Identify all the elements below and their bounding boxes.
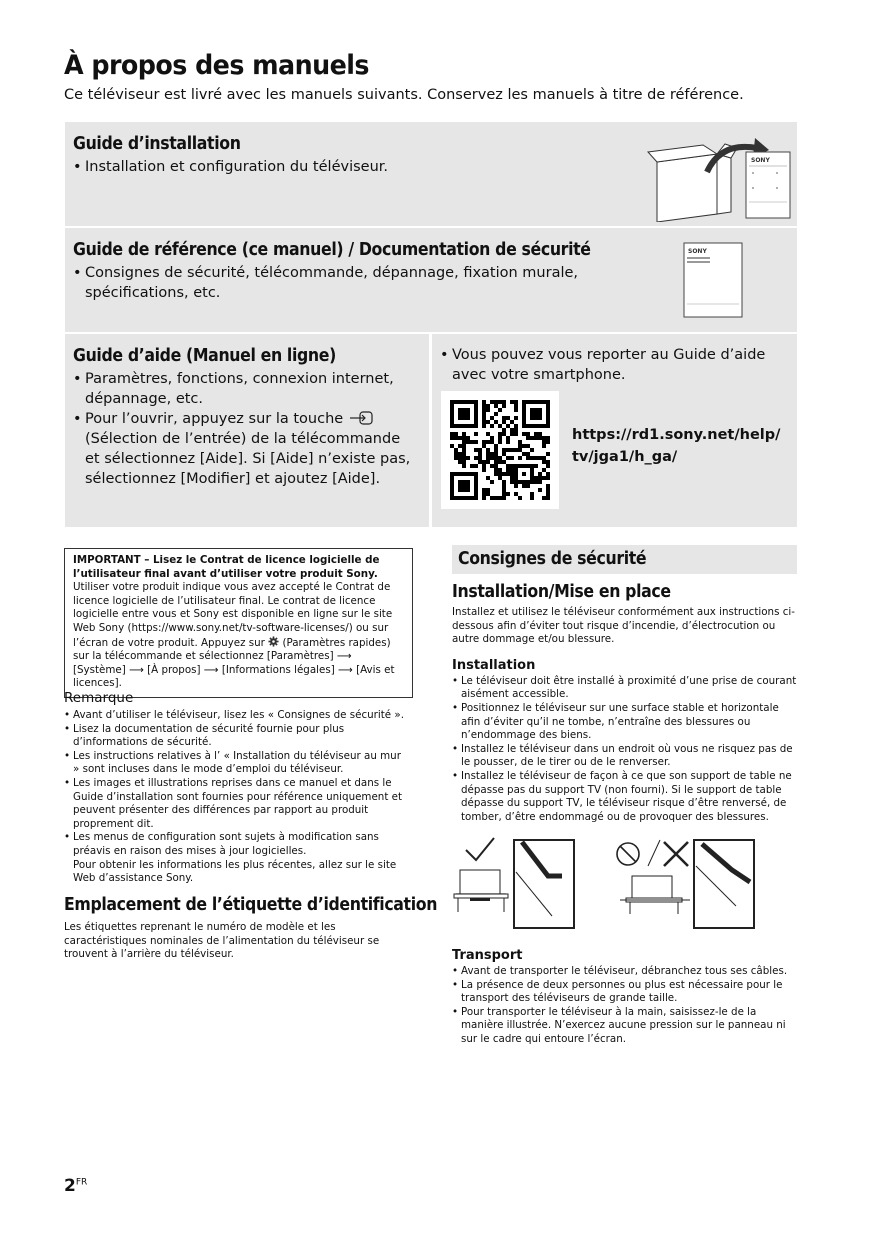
reference-guide-title: Guide de référence (ce manuel) / Documentation de sécurité [73,240,591,260]
transport-item: • La présence de deux personnes ou plus est nécessaire pour le transport des téléviseurs de grande taille. [452,979,797,1006]
safety-install-section [452,582,797,824]
page-title: À propos des manuels [64,50,369,81]
gear-icon [268,636,279,647]
safety-header-bar [452,545,797,574]
smartphone-bullet: • Vous pouvez vous reporter au Guide d’aide avec votre smartphone. [440,345,775,385]
installation-guide-box [65,122,797,226]
correct-tv-illustration [454,870,508,912]
remarque-item: • Avant d’utiliser le téléviseur, lisez les « Consignes de sécurité ». [64,709,410,723]
remarque-extra: Pour obtenir les informations les plus récentes, allez sur le site Web d’assistance Sony. [73,858,397,885]
help-url-line-2[interactable]: tv/jga1/h_ga/ [572,449,678,465]
safety-transport-section [452,948,797,1047]
installation-item: • Positionnez le téléviseur sur une surface stable et horizontale afin d’éviter qu’il ne tombe, n’entraîne des blessures ou n’endommage des biens. [452,702,797,743]
help-smartphone-box [432,334,797,527]
installation-item: • Installez le téléviseur de façon à ce que son support de table ne dépasse pas du support TV (non fourni). Si le support de table dépasse du support TV, le téléviseur risque d’être renversé, de tomber, d’être endommagé ou de provoquer des blessures. [452,770,797,824]
incorrect-tv-illustration [620,876,690,914]
installation-subtitle: Installation [452,657,536,673]
label-location-section [64,895,438,962]
remarque-title: Remarque [64,690,134,706]
arrow-right-icon: ⟶ [129,663,144,676]
installation-guide-title: Guide d’installation [73,134,241,154]
help-guide-bullet-2: • Pour l’ouvrir, appuyez sur la touche (Sélection de l’entrée) de la télécommande et sélectionnez [Aide]. Si [Aide] n’existe pas, sélectionnez [Modifier] et ajoutez [Aide]. [73,409,418,489]
safety-title: Consignes de sécurité [458,549,647,569]
transport-item: • Pour transporter le téléviseur à la main, saisissez-le de la manière illustrée. N’exercez aucune pression sur le panneau ni sur le cadre qui entoure l’écran. [452,1006,797,1047]
arrow-right-icon: ⟶ [338,663,353,676]
remarque-item: • Les images et illustrations reprises dans ce manuel et dans le Guide d’installation sont fournies pour référence uniquement et peuvent présenter des différences par rapport au produit proprement dit. [64,777,410,831]
arrow-right-icon: ⟶ [336,650,352,663]
help-url-line-1[interactable]: https://rd1.sony.net/help/ [572,427,781,443]
remarque-item: • Les menus de configuration sont sujets à modification sans préavis en raison des mises à jour logicielles. [64,831,410,858]
transport-subtitle: Transport [452,948,523,963]
remarque-section [64,690,410,886]
page-number: $2^{FR}$ [64,1176,88,1196]
label-location-title: Emplacement de l’étiquette d’identification [64,895,438,915]
tv-box-illustration [645,132,795,222]
reference-manual-illustration [683,242,745,320]
help-guide-title: Guide d’aide (Manuel en ligne) [73,346,336,366]
important-license-notice: IMPORTANT – Lisez le Contrat de licence logicielle de l’utilisateur final avant d’utiliser votre produit Sony. Utiliser votre produit indique vous avez accepté le Contrat de licence logicielle de l’utilisateur final. Le contrat de licence logicielle entre vous et Sony est disponible en ligne sur le site Web Sony (https://www.sony.net/tv-software-licenses/) ou sur l’écran de votre produit. Appuyez sur (Paramètres rapides) sur la télécommande et sélectionnez [Paramètres] ⟶ [Système] ⟶ [À propos] ⟶ [Informations légales] ⟶ [Avis et licences]. [64,548,413,698]
reference-guide-box [65,228,797,332]
label-location-text: Les étiquettes reprenant le numéro de modèle et les caractéristiques nominales de l’alimentation du téléviseur se trouvent à l’arrière du téléviseur. [64,921,380,961]
installation-guide-bullet: • Installation et configuration du téléviseur. [73,157,633,177]
tv-stand-illustration [452,836,792,936]
arrow-right-icon: ⟶ [203,663,219,676]
reference-guide-bullet: • Consignes de sécurité, télécommande, dépannage, fixation murale, spécifications, etc. [73,263,588,303]
install-title: Installation/Mise en place [452,582,671,602]
installation-item: • Installez le téléviseur dans un endroit où vous ne risquez pas de le pousser, de le tirer ou de le renverser. [452,743,797,770]
reference-manual-logo: SONY [688,248,707,255]
page-intro: Ce téléviseur est livré avec les manuels suivants. Conservez les manuels à titre de référence. [64,87,744,103]
help-guide-box [65,334,429,527]
qr-code[interactable] [441,391,559,509]
remarque-item: • Les instructions relatives à l’ « Installation du téléviseur au mur » sont incluses dans le mode d’emploi du téléviseur. [64,750,410,777]
remarque-item: • Lisez la documentation de sécurité fournie pour plus d’informations de sécurité. [64,723,410,750]
transport-item: • Avant de transporter le téléviseur, débranchez tous ses câbles. [452,965,797,979]
install-text: Installez et utilisez le téléviseur conformément aux instructions ci-dessous afin d’éviter tout risque d’incendie, d’électrocution ou autre dommage et/ou blessure. [452,606,795,646]
input-select-icon [348,410,374,426]
installation-item: • Le téléviseur doit être installé à proximité d’une prise de courant aisément accessible. [452,675,797,702]
installation-manual-logo: SONY [751,157,770,164]
help-guide-bullet-1: • Paramètres, fonctions, connexion internet, dépannage, etc. [73,369,418,409]
